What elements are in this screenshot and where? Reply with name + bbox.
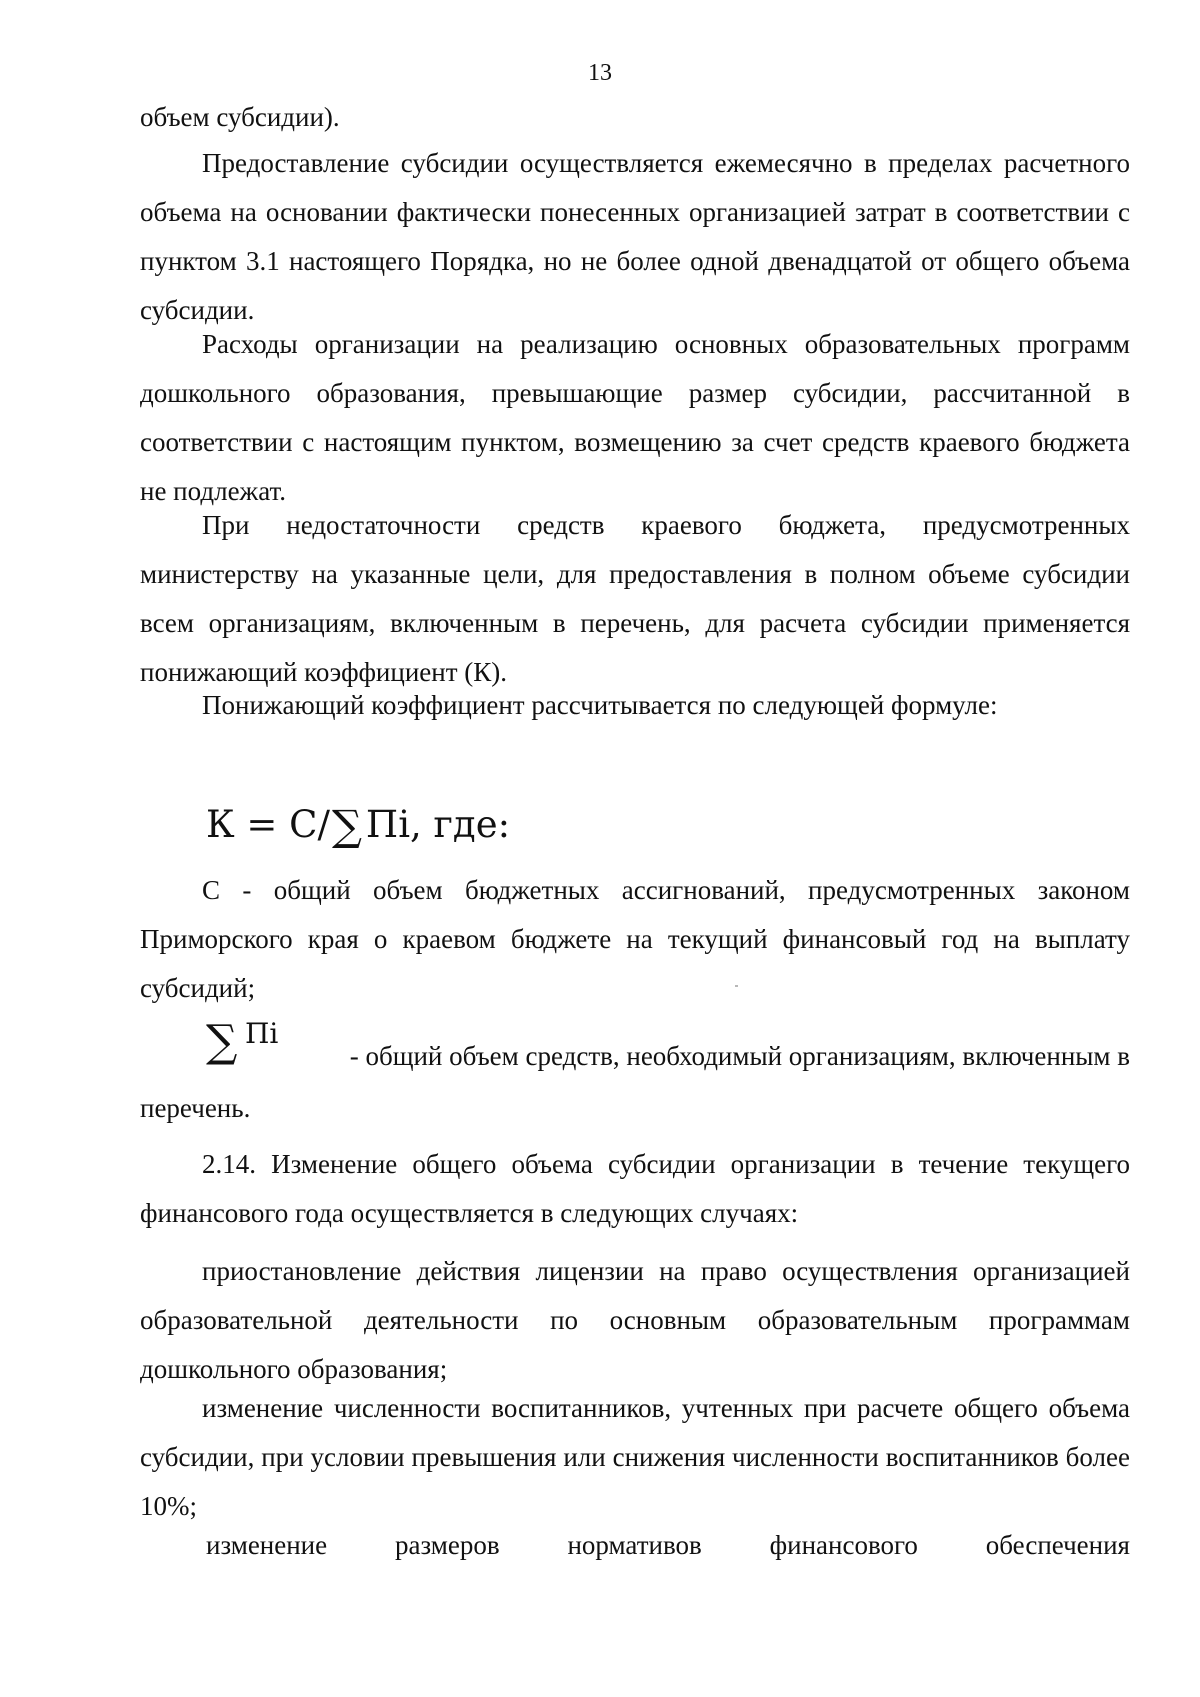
sigma-variable: Пi [245,1017,279,1050]
case-financial-standards-start [206,1521,1130,1570]
formula-left-side: К = С/ [206,803,330,846]
last-word: обеспечения [985,1530,1130,1560]
definition-sigma [206,1015,1146,1075]
reduction-coefficient-formula [206,800,510,850]
paragraph-expenses: Расходы организации на реализацию основных образовательных программ дошкольного образования, превышающие размер субсидии, рассчитанной в соответствии с настоящим пунктом, возмещению за счет средств краевого бюджета не подлежат. [140,329,1130,506]
case-license-suspension: приостановление действия лицензии на право осуществления организацией образовательной деятельности по основным образовательным программам дошкольного образования; [140,1256,1130,1384]
sigma-definition-text: - общий объем средств, необходимый организациям, включенным в [349,1041,1130,1071]
formula-right-side: Пi, где: [365,803,511,846]
last-word: нормативов [567,1530,702,1560]
last-word: изменение [206,1530,328,1560]
summation-icon: ∑ [331,801,362,850]
case-pupil-count-change: изменение численности воспитанников, учтенных при расчете общего объема субсидии, при условии превышения или снижения численности воспитанников более 10%; [140,1393,1130,1521]
last-word: размеров [395,1530,500,1560]
paragraph-budget-insufficiency: При недостаточности средств краевого бюджета, предусмотренных министерству на указанные цели, для предоставления в полном объеме субсидии всем организациям, включенным в перечень, для расчета субсидии применяется понижающий коэффициент (К). [140,510,1130,687]
sigma-definition-continuation: перечень. [140,1093,251,1123]
section-2-14-intro: 2.14. Изменение общего объема субсидии организации в течение текущего финансового года осуществляется в следующих случаях: [140,1149,1130,1228]
paragraph-continuation: объем субсидии). [140,102,340,132]
definition-c: С - общий объем бюджетных ассигнований, предусмотренных законом Приморского края о краевом бюджете на текущий финансовый год на выплату субсидий; [140,875,1130,1003]
page-number: 13 [588,60,612,86]
scan-speck [735,985,738,987]
last-word: финансового [769,1530,918,1560]
paragraph-coefficient-intro: Понижающий коэффициент рассчитывается по следующей формуле: [202,690,998,720]
summation-icon: ∑ [206,1016,238,1067]
paragraph-subsidy-provision: Предоставление субсидии осуществляется ежемесячно в пределах расчетного объема на основании фактически понесенных организацией затрат в соответствии с пунктом 3.1 настоящего Порядка, но не более одной двенадцатой от общего объема субсидии. [140,148,1130,325]
